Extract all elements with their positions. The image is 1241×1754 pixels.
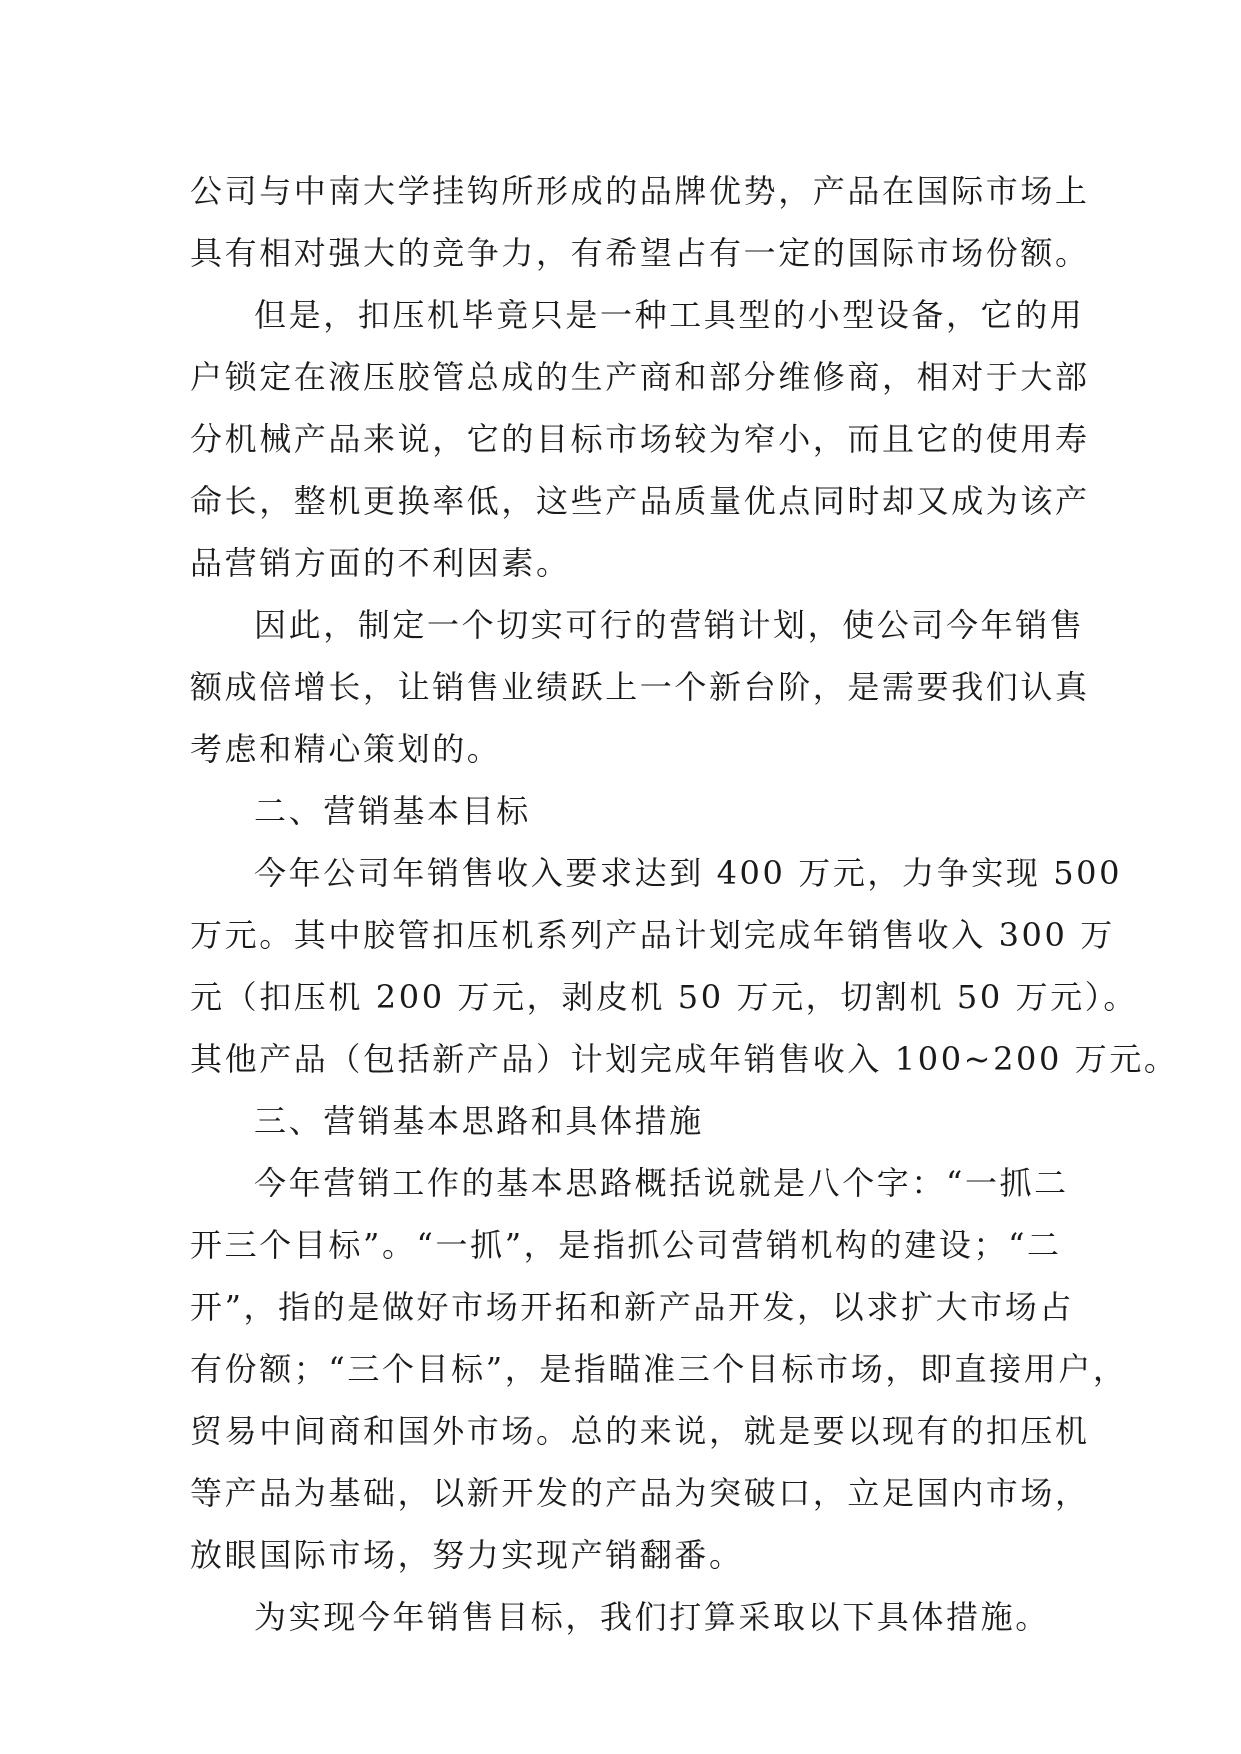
text-line: 考虑和精心策划的。 (190, 730, 502, 768)
document-body (190, 160, 1179, 1648)
text-line: 万元。其中胶管扣压机系列产品计划完成年销售收入 300 万 (190, 916, 1115, 954)
text-line: 分机械产品来说，它的目标市场较为窄小，而且它的使用寿 (190, 420, 1090, 458)
text-line: 额成倍增长，让销售业绩跃上一个新台阶，是需要我们认真 (190, 668, 1090, 706)
text-line: 今年营销工作的基本思路概括说就是八个字：“一抓二 (254, 1164, 1069, 1202)
text-line: 因此，制定一个切实可行的营销计划，使公司今年销售 (254, 606, 1085, 644)
text-line: 开三个目标”。“一抓”，是指抓公司营销机构的建设；“二 (190, 1226, 1062, 1264)
text-line: 今年公司年销售收入要求达到 400 万元，力争实现 500 (254, 854, 1123, 892)
text-line: 但是，扣压机毕竟只是一种工具型的小型设备，它的用 (254, 296, 1085, 334)
text-line: 开”，指的是做好市场开拓和新产品开发，以求扩大市场占 (190, 1288, 1074, 1326)
text-line: 为实现今年销售目标，我们打算采取以下具体措施。 (254, 1598, 1050, 1636)
text-line: 等产品为基础，以新开发的产品为突破口，立足国内市场， (190, 1474, 1090, 1512)
text-line: 户锁定在液压胶管总成的生产商和部分维修商，相对于大部 (190, 358, 1090, 396)
text-line: 贸易中间商和国外市场。总的来说，就是要以现有的扣压机 (190, 1412, 1090, 1450)
text-line: 有份额；“三个目标”，是指瞄准三个目标市场，即直接用户， (190, 1350, 1128, 1388)
section-heading: 二、营销基本目标 (254, 792, 531, 830)
text-line: 公司与中南大学挂钩所形成的品牌优势，产品在国际市场上 (190, 172, 1090, 210)
text-line: 品营销方面的不利因素。 (190, 544, 571, 582)
text-line: 具有相对强大的竞争力，有希望占有一定的国际市场份额。 (190, 234, 1090, 272)
section-heading: 三、营销基本思路和具体措施 (254, 1102, 704, 1140)
text-line: 命长，整机更换率低，这些产品质量优点同时却又成为该产 (190, 482, 1090, 520)
text-line: 元（扣压机 200 万元，剥皮机 50 万元，切割机 50 万元）。 (190, 978, 1138, 1016)
text-line: 放眼国际市场，努力实现产销翻番。 (190, 1536, 744, 1574)
text-line: 其他产品（包括新产品）计划完成年销售收入 100~200 万元。 (190, 1040, 1179, 1078)
